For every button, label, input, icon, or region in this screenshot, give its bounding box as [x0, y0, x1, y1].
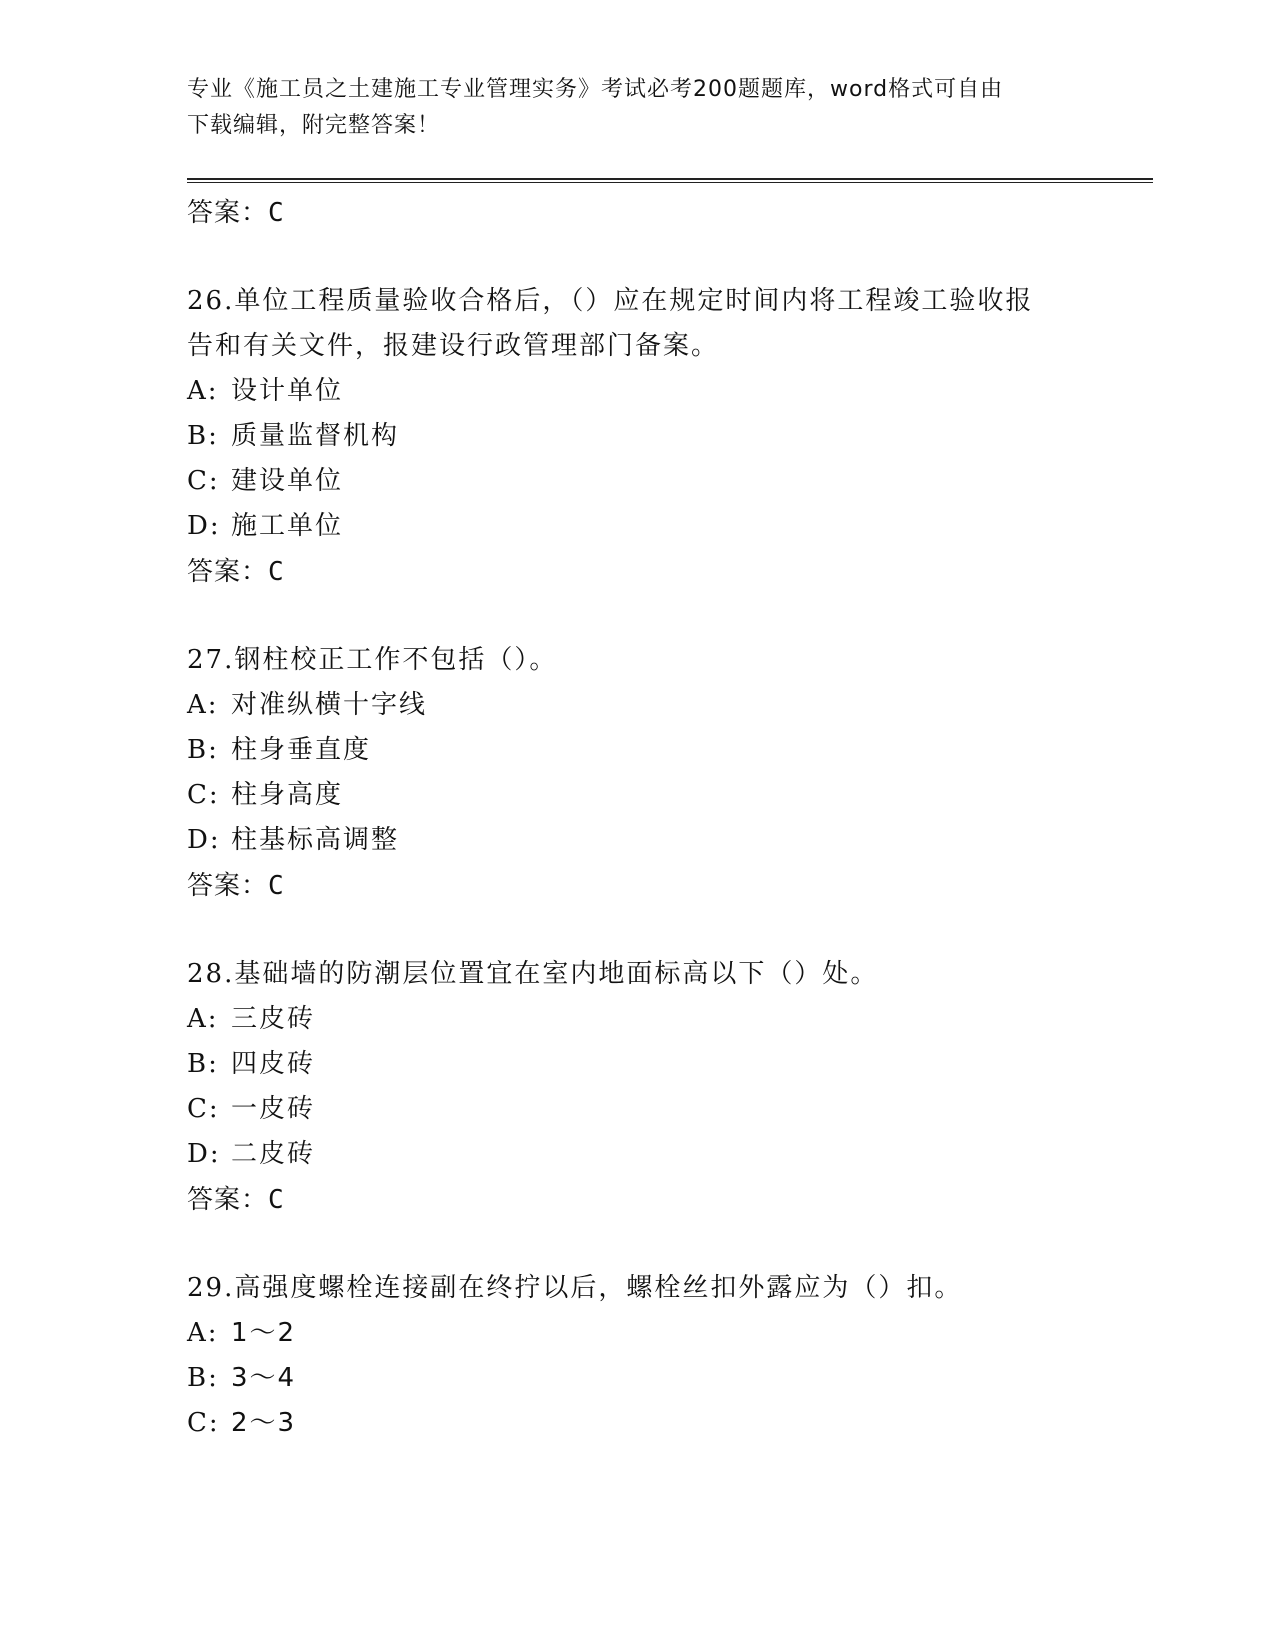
option-c: [187, 773, 1087, 818]
option-letter: D:: [187, 511, 221, 541]
option-b: [187, 1042, 1087, 1087]
question-text-line-1: 钢柱校正工作不包括（）。: [234, 645, 558, 675]
answer-label: 答案：: [187, 198, 269, 228]
option-letter: B:: [187, 1363, 219, 1393]
option-text: 设计单位: [231, 376, 344, 406]
question-28: [187, 952, 1087, 1223]
option-letter: D:: [187, 825, 221, 855]
option-d: [187, 1132, 1087, 1177]
option-a: [187, 1311, 1087, 1356]
question-text: [187, 1266, 1087, 1311]
option-letter: B:: [187, 421, 219, 451]
option-letter: C:: [187, 1094, 220, 1124]
option-b: [187, 1356, 1087, 1401]
option-text: 柱基标高调整: [231, 825, 400, 855]
option-a: [187, 369, 1087, 414]
option-text: 3～4: [231, 1363, 297, 1393]
option-text: 三皮砖: [231, 1004, 316, 1034]
question-number: 27.: [187, 645, 235, 675]
option-d: [187, 504, 1087, 549]
question-list: [187, 190, 1087, 1446]
question-text-line-1: 单位工程质量验收合格后，（）应在规定时间内将工程竣工验收报: [234, 286, 1034, 316]
answer-value: C: [268, 1185, 285, 1215]
option-d: [187, 818, 1087, 863]
header-line-2: 下载编辑，附完整答案！: [187, 113, 441, 138]
option-text: 四皮砖: [231, 1049, 316, 1079]
option-c: [187, 1087, 1087, 1132]
option-text: 柱身高度: [231, 780, 344, 810]
question-number: 28.: [187, 959, 235, 989]
option-text: 一皮砖: [231, 1094, 316, 1124]
answer-label: 答案：: [187, 871, 269, 901]
answer-line: [187, 1177, 1087, 1223]
option-text: 二皮砖: [231, 1139, 316, 1169]
question-text: [187, 952, 1087, 997]
option-letter: D:: [187, 1139, 221, 1169]
option-b: [187, 414, 1087, 459]
option-letter: A:: [187, 376, 219, 406]
option-text: 建设单位: [231, 466, 344, 496]
answer-value: C: [268, 557, 285, 587]
answer-value: C: [268, 198, 285, 228]
option-text: 质量监督机构: [231, 421, 400, 451]
question-text-line-1: 高强度螺栓连接副在终拧以后，螺栓丝扣外露应为（）扣。: [234, 1273, 963, 1303]
option-c: [187, 459, 1087, 504]
question-number: 26.: [187, 286, 235, 316]
option-letter: A:: [187, 1004, 219, 1034]
option-letter: C:: [187, 780, 220, 810]
question-text-line-2: 告和有关文件，报建设行政管理部门备案。: [187, 331, 720, 361]
answer-line: [187, 863, 1087, 909]
option-text: 施工单位: [231, 511, 344, 541]
option-b: [187, 728, 1087, 773]
option-letter: C:: [187, 1408, 220, 1438]
option-c: [187, 1401, 1087, 1446]
option-letter: A:: [187, 690, 219, 720]
page-header: [187, 72, 1087, 144]
option-text: 对准纵横十字线: [231, 690, 428, 720]
option-text: 2～3: [231, 1408, 297, 1438]
option-a: [187, 683, 1087, 728]
option-letter: B:: [187, 1049, 219, 1079]
option-text: 柱身垂直度: [231, 735, 372, 765]
question-text: [187, 279, 1087, 324]
answer-label: 答案：: [187, 1185, 269, 1215]
header-divider: [187, 178, 1153, 183]
question-26: [187, 279, 1087, 595]
question-29: [187, 1266, 1087, 1446]
answer-line: [187, 549, 1087, 595]
option-a: [187, 997, 1087, 1042]
option-letter: B:: [187, 735, 219, 765]
question-27: [187, 638, 1087, 909]
question-number: 29.: [187, 1273, 235, 1303]
answer-value: C: [268, 871, 285, 901]
answer-line: [187, 190, 1087, 236]
option-text: 1～2: [231, 1318, 297, 1348]
option-letter: A:: [187, 1318, 219, 1348]
option-letter: C:: [187, 466, 220, 496]
answer-label: 答案：: [187, 557, 269, 587]
header-line-1: 专业《施工员之土建施工专业管理实务》考试必考200题题库，word格式可自由: [187, 77, 1004, 102]
question-text: [187, 638, 1087, 683]
question-text-line-1: 基础墙的防潮层位置宜在室内地面标高以下（）处。: [234, 959, 879, 989]
